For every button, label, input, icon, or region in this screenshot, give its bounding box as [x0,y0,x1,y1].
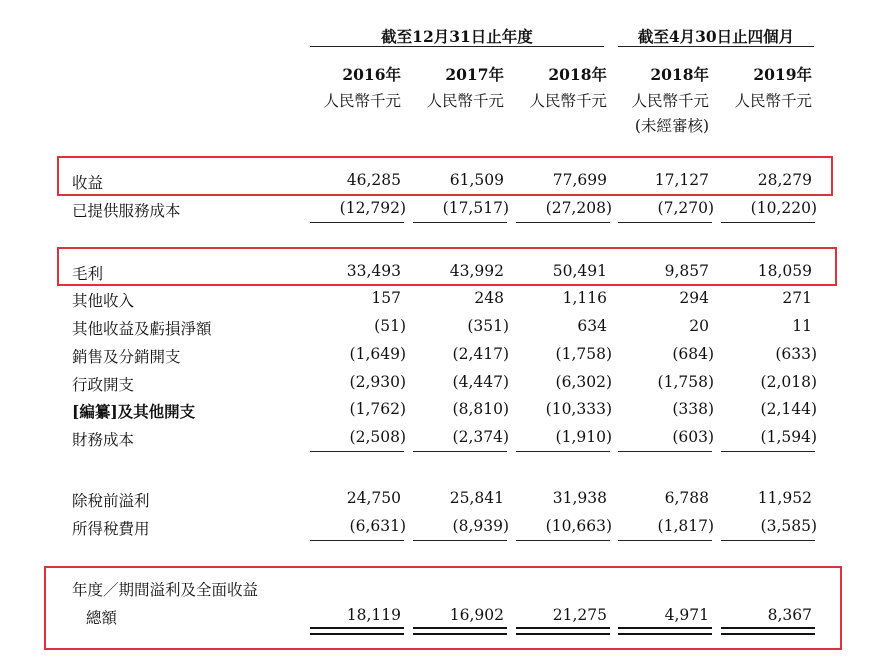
cell-value: 8,367 [767,606,812,624]
unit-header: 人民幣千元 [529,92,607,110]
cell-value: 11 [792,317,812,335]
cell-value: (6,302) [555,373,612,391]
subtotal-rule [618,451,712,452]
cell-value: (10,333) [545,400,612,418]
total-double-rule [618,627,712,635]
cell-value: (338) [672,400,714,418]
cell-value: (10,220) [750,199,817,217]
cell-value: (684) [672,345,714,363]
total-label-line1: 年度／期間溢利及全面收益 [72,581,259,599]
subtotal-rule [310,451,404,452]
cell-value: 50,491 [552,262,607,280]
subtotal-rule [721,222,815,223]
cell-value: (8,810) [452,400,509,418]
subtotal-rule [413,540,507,541]
unaudited-note: (未經審核) [634,117,709,135]
cell-value: (1,762) [349,400,406,418]
row-label: 其他收入 [72,292,135,310]
row-label: 銷售及分銷開支 [72,348,181,366]
cell-value: 17,127 [654,171,709,189]
row-label: 除稅前溢利 [72,492,150,510]
subtotal-rule [516,222,610,223]
year-header: 2017年 [445,65,504,84]
cell-value: (2,018) [760,373,817,391]
cell-value: 9,857 [664,262,709,280]
cell-value: 31,938 [552,489,607,507]
row-label: 毛利 [72,265,104,283]
cell-value: 21,275 [552,606,607,624]
cell-value: (1,594) [760,428,817,446]
cell-value: (2,144) [760,400,817,418]
row-label: 總額 [86,609,118,627]
cell-value: (1,758) [657,373,714,391]
cell-value: 18,119 [346,606,401,624]
cell-value: (2,508) [349,428,406,446]
unit-header: 人民幣千元 [426,92,504,110]
row-label: 行政開支 [72,376,135,394]
subtotal-rule [618,222,712,223]
row-label: 其他收益及虧損淨額 [72,320,212,338]
cell-value: 43,992 [449,262,504,280]
cell-value: 33,493 [346,262,401,280]
total-double-rule [721,627,815,635]
group-header-annual: 截至12月31日止年度 [381,27,533,46]
cell-value: 77,699 [552,171,607,189]
cell-value: (3,585) [760,517,817,535]
year-header: 2019年 [753,65,812,84]
subtotal-rule [310,222,404,223]
cell-value: (1,649) [349,345,406,363]
cell-value: 46,285 [346,171,401,189]
unit-header: 人民幣千元 [734,92,812,110]
cell-value: (603) [672,428,714,446]
subtotal-rule [310,540,404,541]
cell-value: (1,817) [657,517,714,535]
total-double-rule [413,627,507,635]
cell-value: 1,116 [562,289,607,307]
row-label: 收益 [72,174,104,192]
cell-value: 16,902 [449,606,504,624]
cell-value: (1,910) [555,428,612,446]
cell-value: (633) [775,345,817,363]
cell-value: (27,208) [545,199,612,217]
cell-value: (1,758) [555,345,612,363]
subtotal-rule [413,451,507,452]
cell-value: 6,788 [664,489,709,507]
cell-value: (51) [374,317,406,335]
cell-value: 11,952 [757,489,812,507]
cell-value: 61,509 [449,171,504,189]
group-header-annual-rule [310,46,604,47]
cell-value: (2,417) [452,345,509,363]
cell-value: 18,059 [757,262,812,280]
subtotal-rule [516,540,610,541]
cell-value: (6,631) [349,517,406,535]
year-header: 2018年 [548,65,607,84]
cell-value: (2,930) [349,373,406,391]
cell-value: 24,750 [346,489,401,507]
cell-value: (351) [467,317,509,335]
cell-value: 4,971 [664,606,709,624]
cell-value: (4,447) [452,373,509,391]
total-double-rule [310,627,404,635]
cell-value: 294 [679,289,709,307]
cell-value: (2,374) [452,428,509,446]
row-label: 所得稅費用 [72,520,150,538]
row-label: 已提供服務成本 [72,202,181,220]
subtotal-rule [618,540,712,541]
cell-value: (12,792) [339,199,406,217]
row-label: [編纂]及其他開支 [72,402,196,421]
cell-value: 248 [474,289,504,307]
unit-header: 人民幣千元 [323,92,401,110]
group-header-interim: 截至4月30日止四個月 [637,27,795,46]
subtotal-rule [721,451,815,452]
cell-value: (7,270) [657,199,714,217]
group-header-interim-rule [618,46,814,47]
row-label: 財務成本 [72,431,135,449]
cell-value: (17,517) [442,199,509,217]
cell-value: (8,939) [452,517,509,535]
cell-value: 271 [782,289,812,307]
total-double-rule [516,627,610,635]
cell-value: 28,279 [757,171,812,189]
subtotal-rule [721,540,815,541]
cell-value: 157 [371,289,401,307]
subtotal-rule [516,451,610,452]
year-header: 2018年 [650,65,709,84]
cell-value: (10,663) [545,517,612,535]
cell-value: 634 [577,317,607,335]
unit-header: 人民幣千元 [631,92,709,110]
subtotal-rule [413,222,507,223]
year-header: 2016年 [342,65,401,84]
cell-value: 20 [689,317,709,335]
cell-value: 25,841 [449,489,504,507]
